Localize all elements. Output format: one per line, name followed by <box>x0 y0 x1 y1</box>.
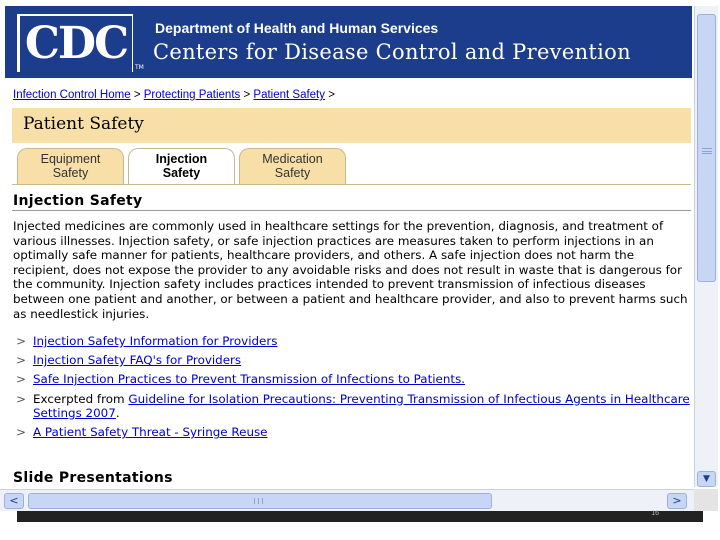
tab-injection-safety[interactable] <box>128 148 235 185</box>
bullet-arrow-icon: > <box>16 391 26 406</box>
breadcrumb-link-patient-safety[interactable]: Patient Safety <box>253 89 326 101</box>
list-item <box>13 392 693 421</box>
slide-footer-bar <box>17 511 703 522</box>
breadcrumb-link-protecting-patients[interactable]: Protecting Patients <box>143 89 241 101</box>
list-item <box>13 372 693 387</box>
grip-icon <box>702 148 712 154</box>
grip-icon <box>254 498 263 504</box>
vertical-scrollbar[interactable] <box>694 6 718 487</box>
tab-label-line2: Safety <box>52 166 89 180</box>
tab-label-line2: Safety <box>274 166 311 180</box>
department-name: Department of Health and Human Services <box>155 20 439 36</box>
section-title: Injection Safety <box>13 193 143 209</box>
tab-label-line1: Injection <box>155 152 208 166</box>
slide-number: 16 <box>651 510 659 517</box>
link-injection-safety-information[interactable]: Injection Safety Information for Providers <box>33 334 278 348</box>
resource-links-list <box>13 334 693 445</box>
breadcrumb-link-infection-control-home[interactable]: Infection Control Home <box>13 89 131 101</box>
horizontal-scroll-thumb[interactable] <box>28 493 492 509</box>
horizontal-scrollbar[interactable] <box>0 489 694 511</box>
scroll-right-arrow-icon[interactable]: > <box>667 493 687 509</box>
list-item <box>13 334 693 349</box>
page-title: Patient Safety <box>23 114 144 134</box>
slide-presentations-heading: Slide Presentations <box>13 470 173 486</box>
trademark-mark: TM <box>135 64 144 71</box>
excerpt-suffix: . <box>115 406 120 421</box>
list-item <box>13 425 693 440</box>
tab-label-line1: Equipment <box>40 152 101 166</box>
tab-label-line1: Medication <box>262 152 323 166</box>
section-divider <box>12 210 691 211</box>
vertical-scroll-thumb[interactable] <box>697 14 716 282</box>
tab-baseline <box>12 184 691 185</box>
link-safe-injection-practices[interactable]: Safe Injection Practices to Prevent Transmission of Infections to Patients. <box>33 372 466 387</box>
bullet-arrow-icon: > <box>16 372 26 387</box>
tab-medication-safety[interactable] <box>239 148 346 184</box>
bullet-arrow-icon: > <box>16 334 26 348</box>
bullet-arrow-icon: > <box>16 425 26 440</box>
scroll-down-arrow-icon[interactable]: ▼ <box>697 471 716 487</box>
breadcrumb-separator: > <box>243 89 251 101</box>
link-injection-safety-faqs[interactable]: Injection Safety FAQ's for Providers <box>33 353 242 368</box>
breadcrumb-separator: > <box>328 89 335 101</box>
breadcrumb <box>13 89 335 101</box>
cdc-header-banner <box>5 6 692 78</box>
body-paragraph: Injected medicines are commonly used in healthcare settings for the prevention, diagnosis, and treatment of various illnesses. Injection safety, or safe injection practices are measures taken to perform injections in an optimally safe manner for patients, healthcare providers, and others. A safe injection does not harm the recipient, does not expose the provider to any avoidable risks and does not result in waste that is dangerous for the community. Injection safety includes practices intended to prevent transmission of infectious diseases between one patient and another, or between a patient and healthcare provider, and also to prevent harms such as needlestick injuries. <box>13 219 688 321</box>
cdc-logo-text: CDC <box>20 16 132 72</box>
tab-label-line2: Safety <box>162 166 201 180</box>
excerpt-prefix: Excerpted from <box>33 391 129 406</box>
agency-name: Centers for Disease Control and Prevention <box>153 40 631 64</box>
link-isolation-precautions-guideline[interactable]: Guideline for Isolation Precautions: Preventing Transmission of Infectious Agents in Healthcare Settings 2007 <box>33 391 690 421</box>
bullet-arrow-icon: > <box>16 353 26 368</box>
breadcrumb-separator: > <box>133 89 141 101</box>
tab-equipment-safety[interactable] <box>17 148 124 184</box>
list-item <box>13 353 693 368</box>
cdc-logo[interactable] <box>17 14 133 72</box>
scrollbar-corner <box>694 489 718 511</box>
page-title-bar <box>12 108 691 143</box>
link-syringe-reuse-threat[interactable]: A Patient Safety Threat - Syringe Reuse <box>33 425 268 440</box>
scroll-left-arrow-icon[interactable]: < <box>4 493 24 509</box>
